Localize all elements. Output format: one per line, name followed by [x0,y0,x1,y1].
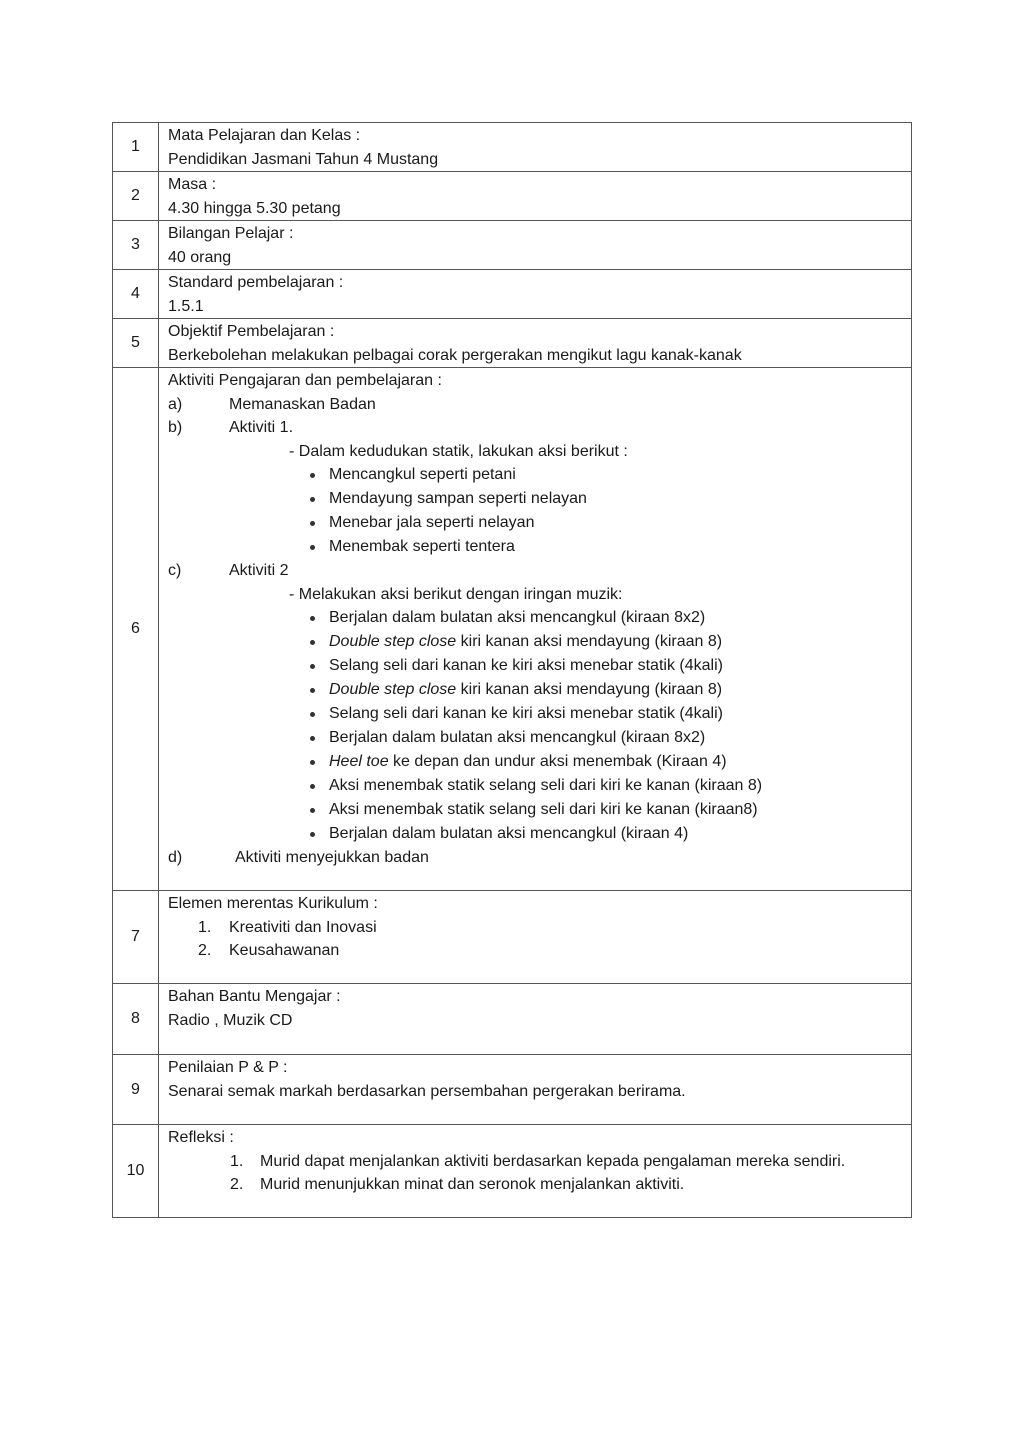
list-item: Heel toe ke depan dan undur aksi menembak (Kiraan 4) [310,750,911,774]
row-content [159,319,912,368]
field-label: Refleksi : [168,1129,234,1146]
list-item: 1. Kreativiti dan Inovasi [198,918,377,936]
table-row [113,319,912,368]
list-item: Menembak seperti tentera [310,535,911,559]
lesson-plan-table [112,122,912,1218]
field-label: Elemen merentas Kurikulum : [168,895,378,912]
row-content [159,1125,912,1218]
list-item: Aksi menembak statik selang seli dari kiri ke kanan (kiraan 8) [310,774,911,798]
list-item: Mencangkul seperti petani [310,463,911,487]
row-content [159,270,912,319]
activity-text: Aktiviti 2 [229,562,289,579]
list-item: Berjalan dalam bulatan aksi mencangkul (kiraan 8x2) [310,726,911,750]
table-row [113,123,912,172]
field-value: Senarai semak markah berdasarkan persembahan pergerakan berirama. [168,1082,686,1100]
row-number: 1 [113,123,159,172]
field-label: Objektif Pembelajaran : [168,323,335,340]
list-item: Double step close kiri kanan aksi mendayung (kiraan 8) [310,630,911,654]
row-number: 8 [113,984,159,1055]
table-row [113,1055,912,1125]
field-value: 1.5.1 [168,297,204,315]
table-row [113,1125,912,1218]
list-item: Mendayung sampan seperti nelayan [310,487,911,511]
activity-marker: a) [168,395,183,413]
field-label: Standard pembelajaran : [168,274,344,291]
list-item: Aksi menembak statik selang seli dari kiri ke kanan (kiraan8) [310,798,911,822]
activity-marker: b) [168,419,183,436]
row-number: 2 [113,172,159,221]
field-value: 4.30 hingga 5.30 petang [168,199,341,217]
list-item: Berjalan dalam bulatan aksi mencangkul (kiraan 8x2) [310,606,911,630]
list-item: Berjalan dalam bulatan aksi mencangkul (kiraan 4) [310,822,911,846]
row-number: 10 [113,1125,159,1218]
field-value: Radio , Muzik CD [168,1011,293,1029]
row-number: 6 [113,368,159,891]
row-number: 9 [113,1055,159,1125]
activity-marker: d) [168,849,183,866]
row-content [159,891,912,984]
list-item: Double step close kiri kanan aksi mendayung (kiraan 8) [310,678,911,702]
row-number: 7 [113,891,159,984]
activity-b [168,416,911,440]
activity-intro: - Dalam kedudukan statik, lakukan aksi berikut : [289,442,628,460]
table-row [113,270,912,319]
table-row [113,368,912,891]
row-content [159,984,912,1055]
activity-text: Aktiviti 1. [229,419,294,436]
row-content [159,1055,912,1125]
field-label: Mata Pelajaran dan Kelas : [168,127,361,144]
row-number: 3 [113,221,159,270]
row-number: 5 [113,319,159,368]
field-label: Bilangan Pelajar : [168,225,294,242]
field-label: Bahan Bantu Mengajar : [168,988,341,1005]
list-item: 2. Keusahawanan [198,942,340,959]
activity-1-list [168,463,911,559]
row-number: 4 [113,270,159,319]
list-item: Menebar jala seperti nelayan [310,511,911,535]
activity-a [168,393,911,417]
activity-marker: c) [168,562,182,579]
field-value: Berkebolehan melakukan pelbagai corak pergerakan mengikut lagu kanak-kanak [168,346,742,364]
reflection-list [168,1150,911,1197]
row-content [159,221,912,270]
activity-intro: - Melakukan aksi berikut dengan iringan muzik: [289,585,623,603]
list-item: 2. Murid menunjukkan minat dan seronok menjalankan aktiviti. [230,1176,685,1193]
activity-c [168,559,911,583]
row-content [159,368,912,891]
activity-text: Memanaskan Badan [229,395,376,413]
table-row [113,172,912,221]
curriculum-list [168,916,911,963]
field-value: Pendidikan Jasmani Tahun 4 Mustang [168,150,439,168]
list-item: Selang seli dari kanan ke kiri aksi menebar statik (4kali) [310,702,911,726]
table-row [113,891,912,984]
field-label: Penilaian P & P : [168,1059,288,1076]
activity-text: Aktiviti menyejukkan badan [235,849,429,866]
activity-2-list [168,606,911,846]
row-content [159,172,912,221]
field-label: Masa : [168,176,217,193]
row-content [159,123,912,172]
list-item: Selang seli dari kanan ke kiri aksi menebar statik (4kali) [310,654,911,678]
table-row [113,221,912,270]
table-row [113,984,912,1055]
field-value: 40 orang [168,248,232,266]
field-label: Aktiviti Pengajaran dan pembelajaran : [168,372,442,389]
activity-d [168,846,911,870]
list-item: 1. Murid dapat menjalankan aktiviti berdasarkan kepada pengalaman mereka sendiri. [230,1152,846,1170]
